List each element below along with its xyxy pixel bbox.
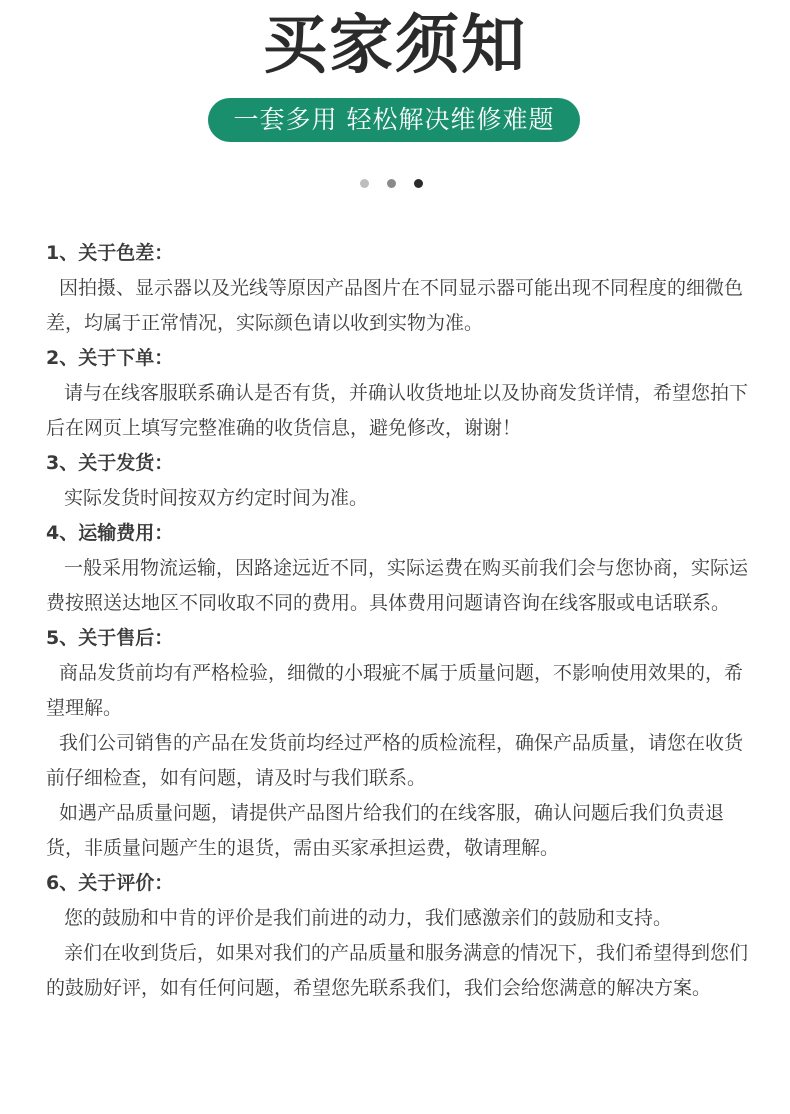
section-paragraph: 因拍摄、显示器以及光线等原因产品图片在不同显示器可能出现不同程度的细微色差，均属于正常情况，实际颜色请以收到实物为准。 [46, 277, 744, 334]
section-reviews [46, 866, 752, 1006]
section-paragraph: 实际发货时间按双方约定时间为准。 [64, 487, 369, 509]
section-shipping [46, 446, 752, 516]
section-freight [46, 516, 752, 621]
section-heading: 4、运输费用： [46, 522, 174, 544]
section-heading: 1、关于色差： [46, 242, 174, 264]
section-paragraph: 亲们在收到货后，如果对我们的产品质量和服务满意的情况下，我们希望得到您们的鼓励好评，如有任何问题，希望您先联系我们，我们会给您满意的解决方案。 [46, 942, 749, 999]
section-heading: 3、关于发货： [46, 452, 174, 474]
subtitle-banner: 一套多用 轻松解决维修难题 [208, 98, 580, 142]
section-after-sales [46, 621, 752, 866]
section-paragraph: 如遇产品质量问题，请提供产品图片给我们的在线客服，确认问题后我们负责退货，非质量问题产生的退货，需由买家承担运费，敬请理解。 [46, 802, 725, 859]
section-ordering [46, 341, 752, 446]
section-heading: 5、关于售后： [46, 627, 174, 649]
carousel-dot-2[interactable] [387, 179, 396, 188]
section-paragraph: 一般采用物流运输，因路途远近不同，实际运费在购买前我们会与您协商，实际运费按照送达地区不同收取不同的费用。具体费用问题请咨询在线客服或电话联系。 [46, 557, 749, 614]
page-title: 买家须知 [263, 9, 527, 83]
carousel-dot-3[interactable] [414, 179, 423, 188]
carousel-indicator [360, 179, 430, 189]
section-heading: 2、关于下单： [46, 347, 174, 369]
carousel-dot-1[interactable] [360, 179, 369, 188]
section-color-difference [46, 236, 752, 341]
section-heading: 6、关于评价： [46, 872, 174, 894]
notice-content [46, 236, 752, 1006]
section-paragraph: 您的鼓励和中肯的评价是我们前进的动力，我们感激亲们的鼓励和支持。 [64, 907, 673, 929]
section-paragraph: 商品发货前均有严格检验，细微的小瑕疵不属于质量问题，不影响使用效果的，希望理解。 [46, 662, 744, 719]
section-paragraph: 我们公司销售的产品在发货前均经过严格的质检流程，确保产品质量，请您在收货前仔细检查，如有问题，请及时与我们联系。 [46, 732, 744, 789]
section-paragraph: 请与在线客服联系确认是否有货，并确认收货地址以及协商发货详情，希望您拍下后在网页上填写完整准确的收货信息，避免修改，谢谢！ [46, 382, 749, 439]
